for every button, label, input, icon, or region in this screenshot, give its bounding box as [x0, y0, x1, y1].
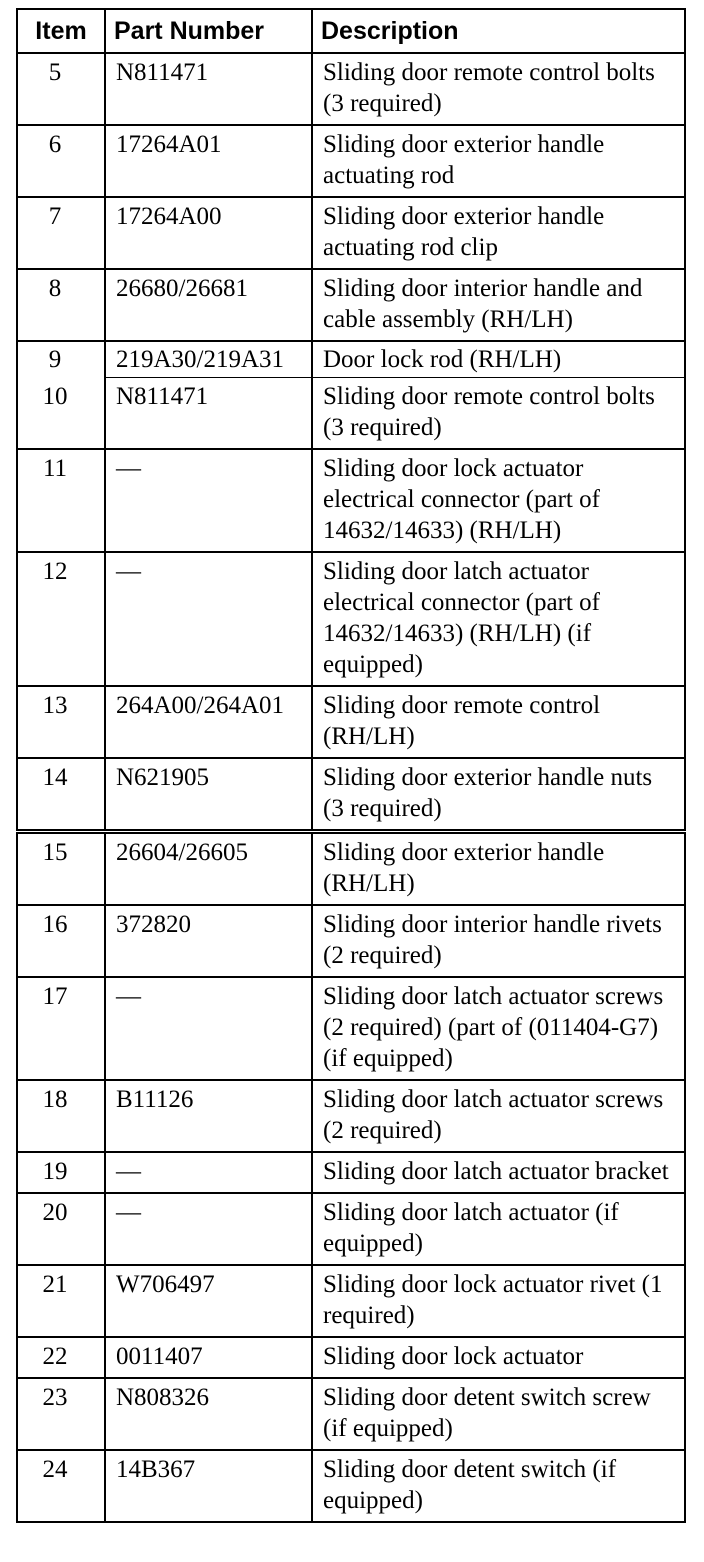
table-row: [17, 1450, 685, 1522]
table-row: [17, 341, 685, 378]
part-number: —: [105, 1152, 312, 1193]
table-row: [17, 1080, 685, 1152]
item-number: 10: [17, 378, 105, 450]
table-row: [17, 1378, 685, 1450]
part-number: 14B367: [105, 1450, 312, 1522]
part-number: —: [105, 977, 312, 1080]
part-number: 264A00/264A01: [105, 686, 312, 758]
table-row: [17, 125, 685, 197]
table-body: [17, 53, 685, 1522]
part-description: Sliding door remote control (RH/LH): [312, 686, 685, 758]
part-description: Sliding door latch actuator screws (2 required) (part of (011404-G7) (if equipped): [312, 977, 685, 1080]
parts-table: [16, 8, 686, 1523]
part-description: Sliding door exterior handle actuating rod clip: [312, 197, 685, 269]
part-description: Sliding door lock actuator electrical connector (part of 14632/14633) (RH/LH): [312, 449, 685, 552]
part-description: Sliding door remote control bolts (3 required): [312, 378, 685, 450]
table-row: [17, 1265, 685, 1337]
part-description: Sliding door lock actuator: [312, 1337, 685, 1378]
table-row: [17, 449, 685, 552]
item-number: 20: [17, 1193, 105, 1265]
table-row: [17, 1337, 685, 1378]
item-number: 18: [17, 1080, 105, 1152]
table-row: [17, 53, 685, 125]
part-description: Sliding door latch actuator bracket: [312, 1152, 685, 1193]
part-number: N811471: [105, 53, 312, 125]
part-description: Sliding door latch actuator screws (2 required): [312, 1080, 685, 1152]
part-description: Sliding door interior handle and cable assembly (RH/LH): [312, 269, 685, 341]
part-number: 0011407: [105, 1337, 312, 1378]
item-number: 8: [17, 269, 105, 341]
part-number: —: [105, 552, 312, 686]
header-description: Description: [312, 9, 685, 53]
part-number: 17264A01: [105, 125, 312, 197]
item-number: 11: [17, 449, 105, 552]
item-number: 21: [17, 1265, 105, 1337]
item-number: 12: [17, 552, 105, 686]
table-row: [17, 378, 685, 450]
part-number: —: [105, 449, 312, 552]
part-description: Sliding door latch actuator (if equipped): [312, 1193, 685, 1265]
part-number: B11126: [105, 1080, 312, 1152]
item-number: 23: [17, 1378, 105, 1450]
item-number: 7: [17, 197, 105, 269]
table-row: [17, 905, 685, 977]
table-row: [17, 686, 685, 758]
item-number: 9: [17, 341, 105, 378]
table-row: [17, 832, 685, 906]
part-number: 372820: [105, 905, 312, 977]
part-number: N808326: [105, 1378, 312, 1450]
item-number: 24: [17, 1450, 105, 1522]
item-number: 14: [17, 758, 105, 832]
part-description: Door lock rod (RH/LH): [312, 341, 685, 378]
table-row: [17, 977, 685, 1080]
part-description: Sliding door detent switch (if equipped): [312, 1450, 685, 1522]
part-number: 26680/26681: [105, 269, 312, 341]
part-description: Sliding door exterior handle (RH/LH): [312, 832, 685, 906]
item-number: 17: [17, 977, 105, 1080]
table-row: [17, 1193, 685, 1265]
part-number: N621905: [105, 758, 312, 832]
header-part-number: Part Number: [105, 9, 312, 53]
table-row: [17, 758, 685, 832]
part-number: 17264A00: [105, 197, 312, 269]
part-number: —: [105, 1193, 312, 1265]
header-item: Item: [17, 9, 105, 53]
part-description: Sliding door exterior handle nuts (3 required): [312, 758, 685, 832]
item-number: 19: [17, 1152, 105, 1193]
part-description: Sliding door lock actuator rivet (1 required): [312, 1265, 685, 1337]
item-number: 13: [17, 686, 105, 758]
part-number: W706497: [105, 1265, 312, 1337]
item-number: 16: [17, 905, 105, 977]
part-description: Sliding door remote control bolts (3 required): [312, 53, 685, 125]
part-number: 219A30/219A31: [105, 341, 312, 378]
table-row: [17, 552, 685, 686]
table-row: [17, 269, 685, 341]
part-number: N811471: [105, 378, 312, 450]
item-number: 22: [17, 1337, 105, 1378]
part-description: Sliding door detent switch screw (if equipped): [312, 1378, 685, 1450]
item-number: 6: [17, 125, 105, 197]
header-row: [17, 9, 685, 53]
table-header: [17, 9, 685, 53]
part-description: Sliding door interior handle rivets (2 required): [312, 905, 685, 977]
table-row: [17, 1152, 685, 1193]
table-row: [17, 197, 685, 269]
part-number: 26604/26605: [105, 832, 312, 906]
part-description: Sliding door exterior handle actuating rod: [312, 125, 685, 197]
item-number: 15: [17, 832, 105, 906]
item-number: 5: [17, 53, 105, 125]
part-description: Sliding door latch actuator electrical connector (part of 14632/14633) (RH/LH) (if equipped): [312, 552, 685, 686]
